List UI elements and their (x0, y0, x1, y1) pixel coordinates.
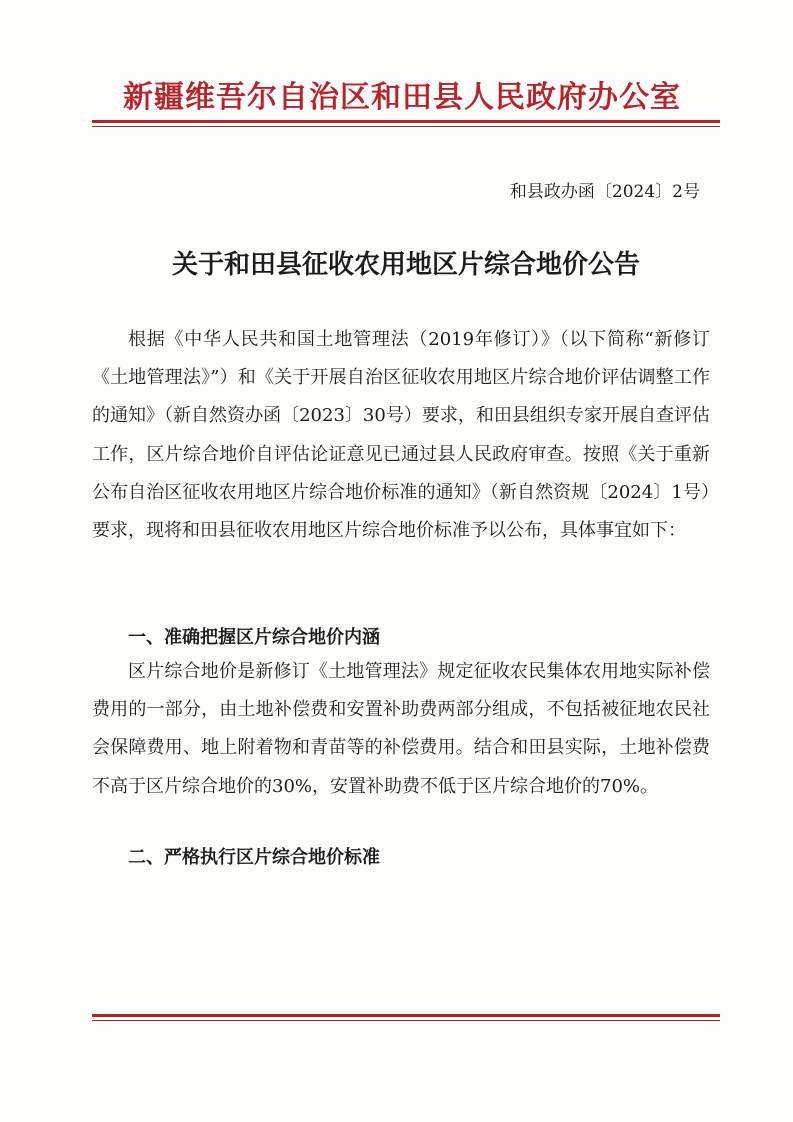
document-number: 和县政办函〔2024〕2号 (509, 182, 700, 202)
issuer-masthead: 新疆维吾尔自治区和田县人民政府办公室 (123, 80, 681, 115)
footer-rule-thin (92, 1020, 720, 1021)
document-title: 关于和田县征收农用地区片综合地价公告 (171, 250, 640, 280)
section-1-paragraph: 区片综合地价是新修订《土地管理法》规定征收农民集体农用地实际补偿费用的一部分，由土地补偿费和安置补助费两部分组成，不包括被征地农民社会保障费用、地上附着物和青苗等的补偿费用。结合和田县实际，土地补偿费不高于区片综合地价的30%，安置补助费不低于区片综合地价的70%。 (92, 661, 710, 797)
masthead-rule-thick (92, 120, 720, 123)
masthead-rule-thin (92, 126, 720, 127)
section-heading-2: 二、严格执行区片综合地价标准 (128, 847, 380, 868)
intro-paragraph: 根据《中华人民共和国土地管理法（2019年修订）》（以下简称“新修订《土地管理法》”）和《关于开展自治区征收农用地区片综合地价评估调整工作的通知》（新自然资办函〔2023〕30号）要求，和田县组织专家开展自查评估工作，区片综合地价自评估论证意见已通过县人民政府审查。按照《关于重新公布自治区征收农用地区片综合地价标准的通知》（新自然资规〔2024〕1号）要求，现将和田县征收农用地区片综合地价标准予以公布，具体事宜如下： (92, 329, 710, 542)
footer-rule-thick (92, 1014, 720, 1017)
section-heading-1: 一、准确把握区片综合地价内涵 (128, 627, 380, 648)
